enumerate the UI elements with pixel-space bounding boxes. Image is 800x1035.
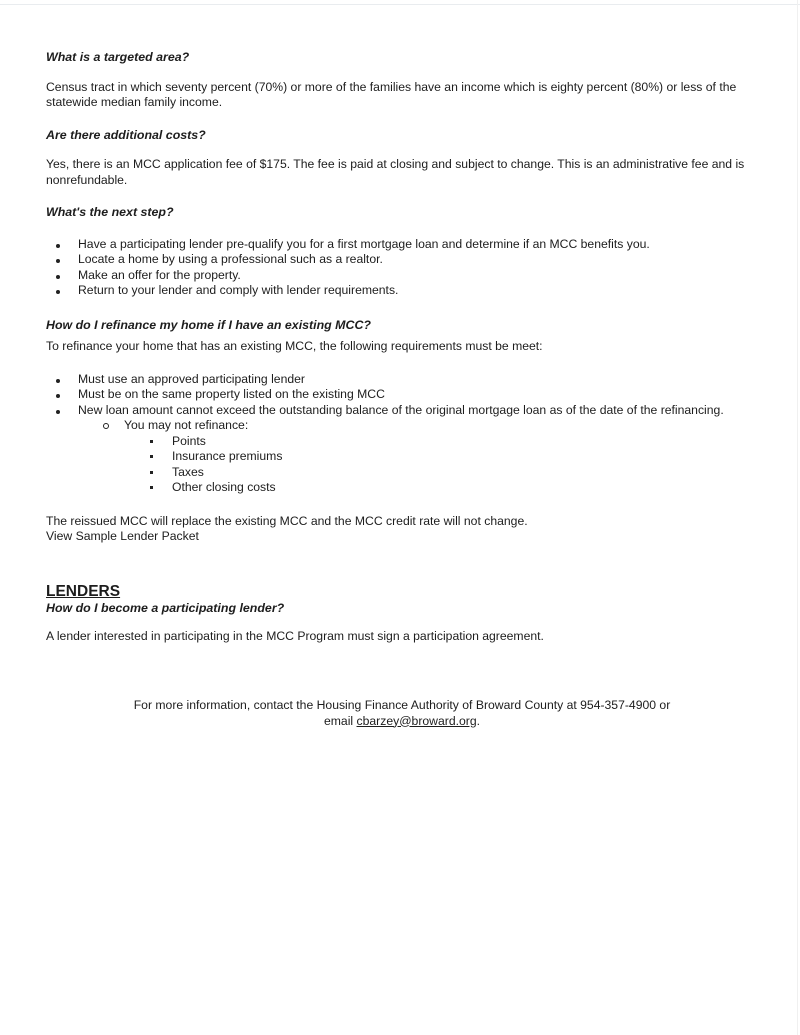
faq-answer-additional-costs: Yes, there is an MCC application fee of $175. The fee is paid at closing and subject to change. This is an administrative fee and is nonrefundable. — [46, 157, 745, 187]
lenders-heading: LENDERS — [46, 582, 121, 600]
refinance-sub-list — [46, 418, 758, 434]
refinance-intro: To refinance your home that has an existing MCC, the following requirements must be meet: — [46, 339, 543, 353]
list-item: Insurance premiums — [46, 449, 758, 465]
document-content — [46, 50, 758, 644]
list-item: Have a participating lender pre-qualify you for a first mortgage loan and determine if an MCC benefits you. — [46, 237, 758, 253]
email-suffix: . — [476, 713, 480, 728]
list-item: Other closing costs — [46, 480, 758, 496]
email-prefix: email — [324, 713, 357, 728]
list-item: Points — [46, 434, 758, 450]
scan-edge-top — [0, 4, 800, 5]
contact-email-line — [46, 714, 758, 730]
list-item: New loan amount cannot exceed the outstanding balance of the original mortgage loan as of the date of the refinancing. — [46, 403, 758, 419]
contact-line: For more information, contact the Housing Finance Authority of Broward County at 954-357-4900 or — [133, 698, 671, 712]
not-refinance-list — [46, 434, 758, 496]
refinance-requirements-list — [46, 372, 758, 419]
list-item: Must use an approved participating lender — [46, 372, 758, 388]
next-step-list — [46, 237, 758, 299]
faq-question-next-step: What's the next step? — [46, 205, 174, 219]
refinance-closing-note: The reissued MCC will replace the existing MCC and the MCC credit rate will not change. — [46, 513, 528, 528]
list-item: Must be on the same property listed on the existing MCC — [46, 387, 758, 403]
sub-list-item: You may not refinance: — [46, 418, 758, 434]
email-link[interactable]: cbarzey@broward.org — [356, 713, 477, 728]
list-item: Locate a home by using a professional such as a realtor. — [46, 252, 758, 268]
lenders-question: How do I become a participating lender? — [46, 601, 285, 615]
list-item: Taxes — [46, 465, 758, 481]
list-item: Make an offer for the property. — [46, 268, 758, 284]
faq-question-targeted-area: What is a targeted area? — [46, 50, 190, 64]
sample-lender-packet-link[interactable]: View Sample Lender Packet — [46, 529, 199, 543]
faq-answer-targeted-area: Census tract in which seventy percent (70%) or more of the families have an income which is eighty percent (80%) or less of the statewide median family income. — [46, 79, 737, 109]
list-item: Return to your lender and comply with lender requirements. — [46, 283, 758, 299]
scan-edge-right — [797, 0, 798, 1035]
faq-question-additional-costs: Are there additional costs? — [46, 127, 206, 142]
faq-question-refinance: How do I refinance my home if I have an existing MCC? — [46, 317, 371, 332]
lenders-answer: A lender interested in participating in the MCC Program must sign a participation agreement. — [46, 628, 544, 643]
contact-footer — [46, 698, 758, 729]
